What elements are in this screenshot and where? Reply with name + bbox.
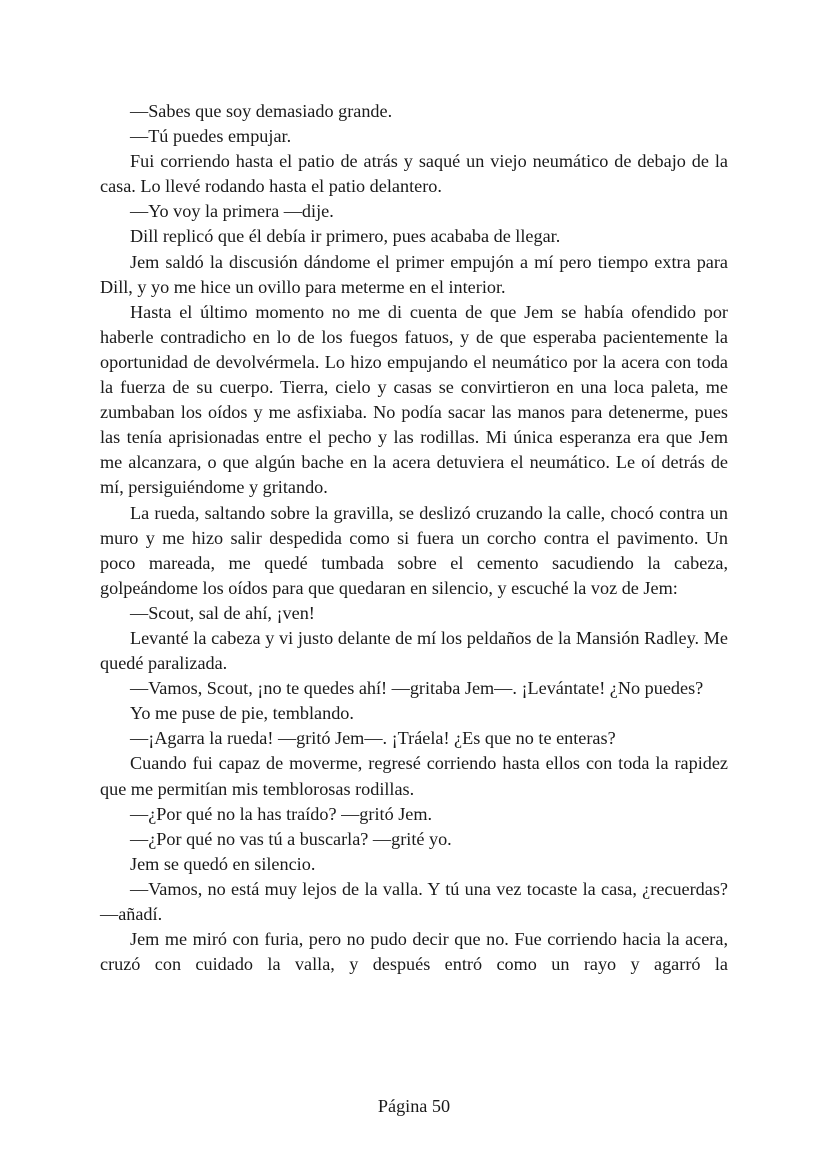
paragraph: Jem saldó la discusión dándome el primer empujón a mí pero tiempo extra para Dill, y yo me hice un ovillo para meterme en el interior. (100, 251, 728, 297)
paragraph: Yo me puse de pie, temblando. (130, 703, 354, 724)
paragraph: Levanté la cabeza y vi justo delante de mí los peldaños de la Mansión Radley. Me quedé paralizada. (100, 627, 728, 674)
paragraph: Dill replicó que él debía ir primero, pues acababa de llegar. (130, 226, 561, 247)
paragraph: —Yo voy la primera —dije. (130, 201, 334, 222)
body-text (100, 99, 728, 977)
paragraph: —Tú puedes empujar. (130, 126, 292, 147)
paragraph: —Vamos, Scout, ¡no te quedes ahí! —gritaba Jem—. ¡Levántate! ¿No puedes? (130, 678, 704, 699)
paragraph: —¿Por qué no la has traído? —gritó Jem. (130, 803, 433, 824)
paragraph: Hasta el último momento no me di cuenta de que Jem se había ofendido por haberle contradicho en lo de los fuegos fatuos, y de que esperaba pacientemente la oportunidad de devolvérmela. Lo hizo empujando el neumático por la acera con toda la fuerza de su cuerpo. Tierra, cielo y casas se convirtieron en una loca paleta, me zumbaban los oídos y me asfixiaba. No podía sacar las manos para detenerme, pues las tenía aprisionadas entre el pecho y las rodillas. Mi única esperanza era que Jem me alcanzara, o que algún bache en la acera detuviera el neumático. Le oí detrás de mí, persiguiéndome y gritando. (100, 301, 728, 498)
paragraph: —Vamos, no está muy lejos de la valla. Y tú una vez tocaste la casa, ¿recuerdas? —añadí. (100, 878, 728, 924)
paragraph: —Scout, sal de ahí, ¡ven! (130, 602, 315, 623)
page-number: Página 50 (377, 1096, 451, 1116)
paragraph: —¡Agarra la rueda! —gritó Jem—. ¡Tráela! ¿Es que no te enteras? (130, 728, 616, 749)
paragraph: —Sabes que soy demasiado grande. (130, 101, 393, 121)
paragraph: Jem se quedó en silencio. (130, 853, 316, 874)
paragraph: Jem me miró con furia, pero no pudo decir que no. Fue corriendo hacia la acera, cruzó con cuidado la valla, y después entró como un rayo y agarró la (100, 929, 728, 975)
paragraph: Cuando fui capaz de moverme, regresé corriendo hasta ellos con toda la rapidez que me permitían mis temblorosas rodillas. (100, 753, 728, 799)
paragraph: —¿Por qué no vas tú a buscarla? —grité yo. (130, 828, 452, 849)
paragraph: La rueda, saltando sobre la gravilla, se deslizó cruzando la calle, chocó contra un muro y me hizo salir despedida como si fuera un corcho contra el pavimento. Un poco mareada, me quedé tumbada sobre el cemento sacudiendo la cabeza, golpeándome los oídos para que quedaran en silencio, y escuché la voz de Jem: (100, 502, 728, 598)
paragraph: Fui corriendo hasta el patio de atrás y saqué un viejo neumático de debajo de la casa. Lo llevé rodando hasta el patio delantero. (100, 151, 728, 197)
